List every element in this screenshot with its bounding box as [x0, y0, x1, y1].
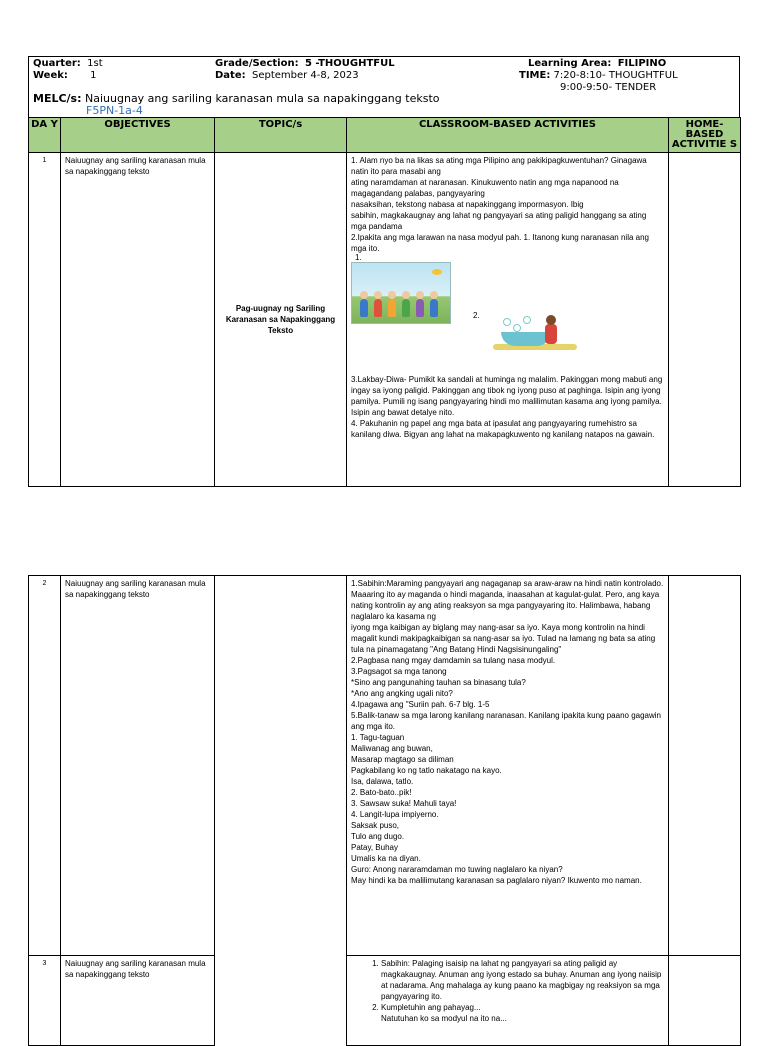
quarter-label: Quarter: — [33, 58, 81, 69]
week-label: Week: — [33, 70, 68, 81]
table-header-row — [29, 118, 741, 153]
activity-text: Maliwanag ang buwan, — [351, 744, 433, 753]
activity-images — [351, 254, 664, 374]
activity-text: 4.Ipagawa ang "Suriin pah. 6-7 blg. 1-5 — [351, 700, 490, 709]
activity-text: Masarap magtago sa diliman — [351, 755, 454, 764]
activity-text: Patay, Buhay — [351, 843, 398, 852]
date-value: September 4-8, 2023 — [251, 70, 359, 81]
activity-text: 1. Tagu-taguan — [351, 733, 405, 742]
grade-date-block — [215, 58, 395, 82]
bubble-icon — [503, 318, 511, 326]
activity-text: ating naramdaman at naranasan. Kinukuwento natin ang mga napanood na magagandang palabas, pangyayaring — [351, 178, 619, 198]
table-row — [29, 576, 741, 956]
activity-text: 3.Pagsagot sa mga tanong — [351, 667, 447, 676]
activity-text: *Sino ang pangunahing tauhan sa binasang tula? — [351, 678, 526, 687]
area-value: FILIPINO — [617, 58, 667, 69]
list-item: 2. Kumpletuhin ang pahayag... — [381, 1002, 664, 1013]
activity-text: Natutuhan ko sa modyul na ito na... — [381, 1014, 507, 1023]
activities-cell — [347, 956, 669, 1046]
home-cell — [669, 576, 741, 956]
activity-text: Saksak puso, — [351, 821, 400, 830]
melc-value: Naiuugnay ang sariling karanasan mula sa napakinggang teksto — [85, 92, 440, 105]
table-row — [29, 956, 741, 1046]
day-cell: 3 — [29, 956, 61, 1046]
quarter-week-block — [33, 58, 103, 82]
bubble-icon — [523, 316, 531, 324]
activity-text: 5.Balik-tanaw sa mga larong kanilang naranasan. Kanilang ipakita kung paano gagawin ang mga ito. — [351, 711, 661, 731]
grade-label: Grade/Section: — [215, 58, 299, 69]
activity-text: Guro: Anong nararamdaman mo tuwing naglalaro ka niyan? — [351, 865, 563, 874]
activity-text: May hindi ka ba malilimutang karanasan sa paglalaro niyan? Ikuwento mo naman. — [351, 876, 642, 885]
melc-code: F5PN-1a-4 — [86, 104, 143, 117]
grade-value: 5 -THOUGHTFUL — [304, 58, 395, 69]
girl-figure — [545, 324, 557, 344]
girl-washing-image — [493, 316, 577, 350]
col-day: DA Y — [29, 118, 61, 153]
topic-cell: Pag-uugnay ng Sariling Karanasan sa Napakinggang Teksto — [215, 153, 347, 487]
activity-list — [351, 958, 664, 1013]
lesson-plan-page-2 — [28, 575, 740, 1046]
activity-text: Tulo ang dugo. — [351, 832, 405, 841]
objective-cell: Naiuugnay ang sariling karanasan mula sa napakinggang teksto — [61, 576, 215, 956]
activity-text: nasaksihan, tekstong nabasa at napakinggang impormasyon. Ibig — [351, 200, 584, 209]
table-row — [29, 153, 741, 487]
activity-text: 2.Ipakita ang mga larawan na nasa modyul pah. 1. Itanong kung naranasan nila ang mga ito. — [351, 233, 649, 253]
objective-cell: Naiuugnay ang sariling karanasan mula sa napakinggang teksto — [61, 956, 215, 1046]
week-value: 1 — [90, 70, 97, 81]
lesson-table-page-1 — [28, 117, 741, 487]
image-1-label: 1. — [355, 253, 362, 262]
quarter-value: 1st — [87, 58, 103, 69]
activity-text: 1. Alam nyo ba na likas sa ating mga Pilipino ang pakikipagkuwentuhan? Ginagawa natin ito para masabi ang — [351, 156, 647, 176]
activities-cell — [347, 153, 669, 487]
child-figure — [374, 299, 382, 317]
activity-text: Isa, dalawa, tatlo. — [351, 777, 414, 786]
time-value-1: 7:20-8:10- THOUGHTFUL — [553, 70, 678, 81]
col-objectives: OBJECTIVES — [61, 118, 215, 153]
lesson-plan-page-1 — [28, 56, 740, 487]
lesson-header — [28, 56, 740, 117]
activity-text: *Ano ang angking ugali nito? — [351, 689, 453, 698]
activity-text: iyong mga kaibigan ay biglang may nang-asar sa iyo. Kaya mong kontrolin na hindi magalit kundi makipagkaibigan sa nang-asar sa iyo. Tulad na lamang ng bata sa ating tula na pinamagatang "Ang Batang Hindi Nagsisinungaling" — [351, 623, 656, 654]
topic-cell — [215, 576, 347, 1046]
objective-cell: Naiuugnay ang sariling karanasan mula sa napakinggang teksto — [61, 153, 215, 487]
child-figure — [388, 299, 396, 317]
day-cell: 1 — [29, 153, 61, 487]
children-walking-image — [351, 262, 451, 324]
area-time-block — [519, 58, 678, 94]
activity-text: 4. Langit-lupa impiyerno. — [351, 810, 439, 819]
activity-text: 1.Sabihin:Maraming pangyayari ang nagaganap sa araw-araw na hindi natin kontrolado. Maaaring ito ay maganda o hindi maganda, inaasahan at kagulat-gulat. Pero, ang kaya nating kontrolin ay ang ating reaksyon sa mga pangyayaring ito. Halimbawa, habang naglalaro ka kasama ng — [351, 579, 664, 621]
basin-shape — [501, 332, 551, 346]
activity-text: 3.Lakbay-Diwa- Pumikit ka sandali at huminga ng malalim. Pakinggan mong mabuti ang ingay sa iyong paligid. Pakinggan ang tibok ng iyong puso at paghinga. Isipin ang iyong pamilya. Pumili ng isang pangyayaring hindi mo malilimutan kasama ang iyong pamilya. Isipin ang bawat detalye nito. — [351, 375, 663, 417]
time-value-2: 9:00-9:50- TENDER — [560, 82, 657, 93]
activity-text: 3. Sawsaw suka! Mahuli taya! — [351, 799, 457, 808]
activities-cell — [347, 576, 669, 956]
date-label: Date: — [215, 70, 246, 81]
bubble-icon — [513, 324, 521, 332]
col-classroom: CLASSROOM-BASED ACTIVITIES — [347, 118, 669, 153]
day-cell: 2 — [29, 576, 61, 956]
activity-text: Umalis ka na diyan. — [351, 854, 421, 863]
child-figure — [402, 299, 410, 317]
time-label: TIME: — [519, 70, 551, 81]
lesson-table-page-2 — [28, 575, 741, 1046]
area-label: Learning Area: — [528, 58, 612, 69]
child-figure — [416, 299, 424, 317]
bird-icon — [432, 269, 442, 275]
activity-text: 2. Bato-bato..pik! — [351, 788, 412, 797]
home-cell — [669, 153, 741, 487]
activity-text: sabihin, magkakaugnay ang lahat ng pangyayari sa ating paligid hanggang sa ating mga pandama — [351, 211, 647, 231]
activity-text: Pagkabilang ko ng tatlo nakatago na kayo. — [351, 766, 502, 775]
activity-text: 2.Pagbasa nang mgay damdamin sa tulang nasa modyul. — [351, 656, 556, 665]
activity-text: 4. Pakuhanin ng papel ang mga bata at ipasulat ang pangyayaring rumehistro sa kanilang diwa. Bigyan ang lahat na makapagkuwento ng kanilang natapos na gawain. — [351, 419, 655, 439]
child-figure — [430, 299, 438, 317]
child-figure — [360, 299, 368, 317]
list-item: 1. Sabihin: Palaging isaisip na lahat ng pangyayari sa ating paligid ay magkakaugnay. Anuman ang iyong estado sa buhay. Anuman ang iyong naiisip at nadarama. Ang mahalaga ay kung paano ka magbigay ng reaksiyon sa mga pangyayaring ito. — [381, 958, 664, 1002]
image-2-label: 2. — [473, 311, 480, 320]
col-topics: TOPIC/s — [215, 118, 347, 153]
home-cell — [669, 956, 741, 1046]
melc-label: MELC/s: — [33, 92, 82, 105]
col-home: HOME-BASED ACTIVITIE S — [669, 118, 741, 153]
